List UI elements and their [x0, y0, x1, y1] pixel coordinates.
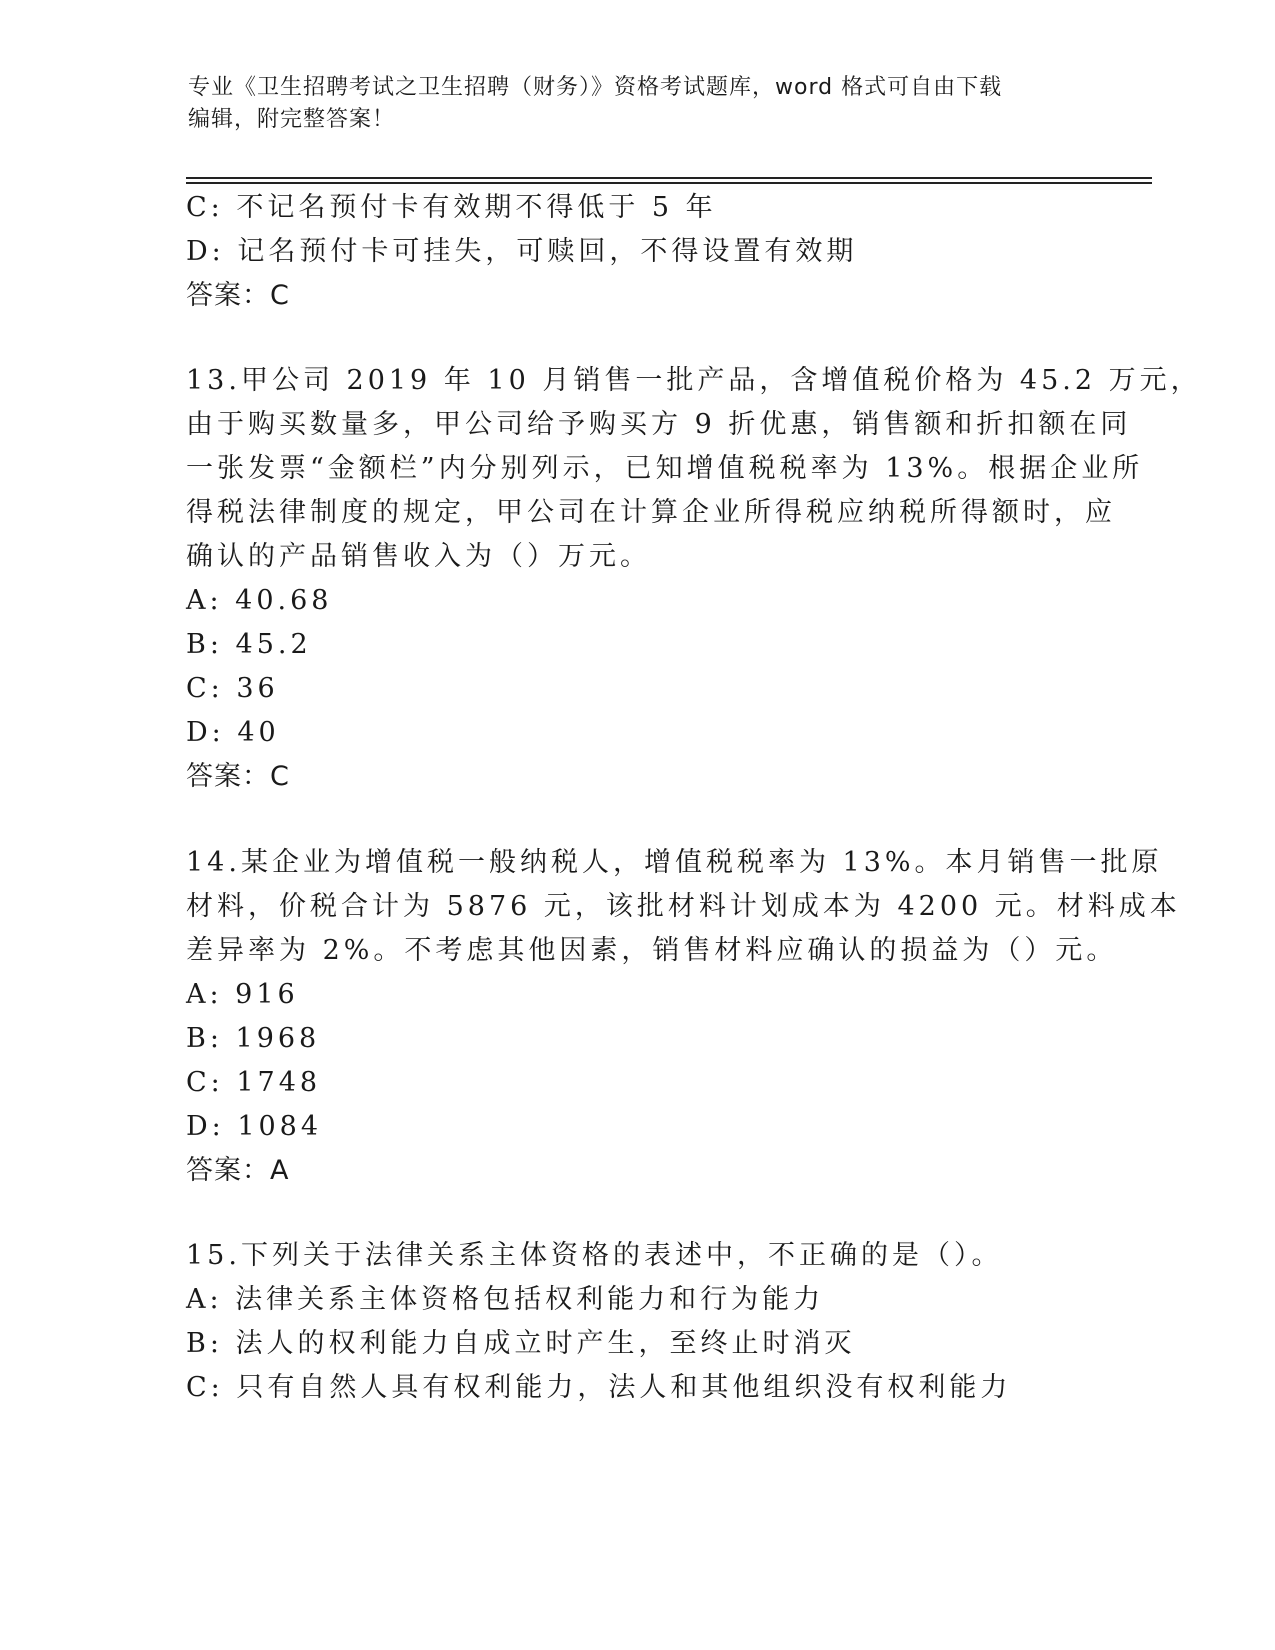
q13-option-d: D: 40 — [186, 717, 280, 748]
q15-stem-line-1: 15.下列关于法律关系主体资格的表述中，不正确的是（）。 — [186, 1240, 1003, 1271]
q13-stem-line-2: 由于购买数量多，甲公司给予购买方 9 折优惠，销售额和折扣额在同 — [186, 409, 1132, 440]
q13-stem-line-5: 确认的产品销售收入为（）万元。 — [186, 541, 651, 572]
q15-option-a: A: 法律关系主体资格包括权利能力和行为能力 — [186, 1284, 825, 1315]
q12-option-c: C: 不记名预付卡有效期不得低于 5 年 — [186, 192, 717, 223]
q13-stem-line-1: 13.甲公司 2019 年 10 月销售一批产品，含增值税价格为 45.2 万元， — [186, 365, 1202, 396]
q13-stem-line-4: 得税法律制度的规定，甲公司在计算企业所得税应纳税所得额时，应 — [186, 497, 1116, 528]
document-header-line-1: 专业《卫生招聘考试之卫生招聘（财务）》资格考试题库，word 格式可自由下载 — [188, 75, 1003, 100]
header-divider-top — [186, 177, 1152, 179]
q15-option-b: B: 法人的权利能力自成立时产生，至终止时消灭 — [186, 1328, 856, 1359]
q14-option-b: B: 1968 — [186, 1023, 321, 1054]
header-divider-bottom — [186, 182, 1152, 184]
q14-stem-line-1: 14.某企业为增值税一般纳税人，增值税税率为 13%。本月销售一批原 — [186, 847, 1163, 878]
q13-answer: 答案：C — [186, 761, 290, 792]
q14-stem-line-3: 差异率为 2%。不考虑其他因素，销售材料应确认的损益为（）元。 — [186, 935, 1118, 966]
q12-option-d: D: 记名预付卡可挂失，可赎回，不得设置有效期 — [186, 236, 858, 267]
q13-option-a: A: 40.68 — [186, 585, 333, 616]
q15-option-c: C: 只有自然人具有权利能力，法人和其他组织没有权利能力 — [186, 1372, 1012, 1403]
q14-option-a: A: 916 — [186, 979, 299, 1010]
q13-stem-line-3: 一张发票“金额栏”内分别列示，已知增值税税率为 13%。根据企业所 — [186, 453, 1144, 484]
q12-answer: 答案：C — [186, 280, 290, 311]
q14-answer: 答案：A — [186, 1155, 290, 1186]
q13-option-b: B: 45.2 — [186, 629, 312, 660]
q14-option-c: C: 1748 — [186, 1067, 322, 1098]
document-header-line-2: 编辑，附完整答案！ — [188, 107, 396, 132]
q14-stem-line-2: 材料，价税合计为 5876 元，该批材料计划成本为 4200 元。材料成本 — [186, 891, 1181, 922]
q13-option-c: C: 36 — [186, 673, 279, 704]
q14-option-d: D: 1084 — [186, 1111, 323, 1142]
